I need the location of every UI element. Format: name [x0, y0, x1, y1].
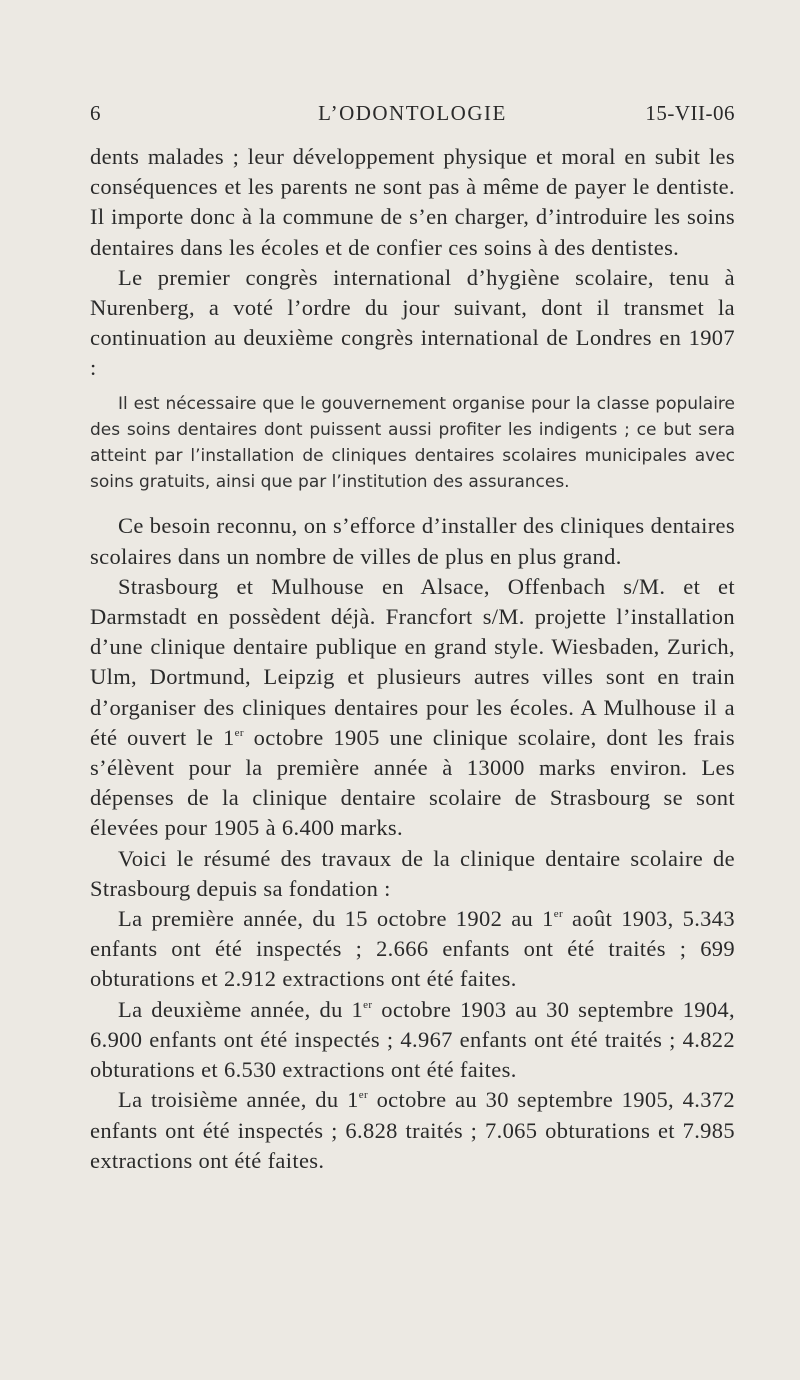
ordinal-superscript: er: [553, 908, 564, 921]
paragraph-4: [90, 572, 735, 844]
paragraph-8: [90, 1085, 735, 1176]
paragraph-6-text-b: août 1903, 5.343 enfants ont été inspectés ; 2.666 enfants ont été traités ; 699 obturations et 2.912 extractions ont été faites.: [90, 906, 735, 992]
paragraph-1: dents malades ; leur développement physique et moral en subit les conséquences et les parents ne sont pas à même de payer le dentiste. Il importe donc à la commune de s’en charger, d’introduire les soins dentaires dans les écoles et de confier ces soins à des dentistes.: [90, 144, 735, 260]
issue-date: 15-VII-06: [645, 101, 735, 125]
paragraph-5: Voici le résumé des travaux de la clinique dentaire scolaire de Strasbourg depuis sa fondation :: [90, 845, 735, 901]
paragraph-4-text-b: octobre 1905 une clinique scolaire, dont les frais s’élèvent pour la première année à 13000 marks environ. Les dépenses de la clinique dentaire scolaire de Strasbourg se sont élevées pour 1905 à 6.400 marks.: [90, 724, 736, 841]
journal-title: L’ODONTOLOGIE: [318, 101, 507, 125]
paragraph-8-text-a: La troisième année, du 1: [118, 1087, 359, 1113]
quoted-resolution: Il est nécessaire que le gouvernement organise pour la classe populaire des soins dentaires dont puissent aussi profiter les indigents ; ce but sera atteint par l’installation de cliniques dentaires scolaires municipales avec soins gratuits, ainsi que par l’institution des assurances.: [90, 393, 735, 493]
paragraph-2: Le premier congrès international d’hygiène scolaire, tenu à Nurenberg, a voté l’ordre du jour suivant, dont il transmet la continuation au deuxième congrès international de Londres en 1907 :: [90, 264, 735, 381]
paragraph-6: [90, 904, 735, 995]
ordinal-superscript: er: [234, 726, 244, 739]
article-body: [90, 142, 735, 1176]
page-number: 6: [90, 101, 101, 125]
paragraph-3: Ce besoin reconnu, on s’efforce d’installer des cliniques dentaires scolaires dans un nombre de villes de plus en plus grand.: [90, 513, 735, 569]
paragraph-8-text-b: octobre au 30 septembre 1905, 4.372 enfants ont été inspectés ; 6.828 traités ; 7.065 obturations et 7.985 extractions ont été faites.: [90, 1087, 736, 1173]
ordinal-superscript: er: [358, 1089, 368, 1102]
paragraph-6-text-a: La première année, du 15 octobre 1902 au 1: [118, 906, 554, 932]
paragraph-4-text-a: Strasbourg et Mulhouse en Alsace, Offenbach s/M. et et Darmstadt en possèdent déjà. Francfort s/M. projette l’installation d’une clinique dentaire publique en grand style. Wiesbaden, Zurich, Ulm, Dortmund, Leipzig et plusieurs autres villes sont en train d’organiser des cliniques dentaires pour les écoles. A Mulhouse il a été ouvert le 1: [90, 573, 735, 750]
running-header: [90, 101, 735, 131]
paragraph-7: [90, 995, 735, 1086]
ordinal-superscript: er: [363, 998, 373, 1011]
paragraph-7-text-b: octobre 1903 au 30 septembre 1904, 6.900 enfants ont été inspectés ; 4.967 enfants ont été traités ; 4.822 obturations et 6.530 extractions ont été faites.: [90, 996, 736, 1083]
paragraph-7-text-a: La deuxième année, du 1: [118, 996, 364, 1022]
